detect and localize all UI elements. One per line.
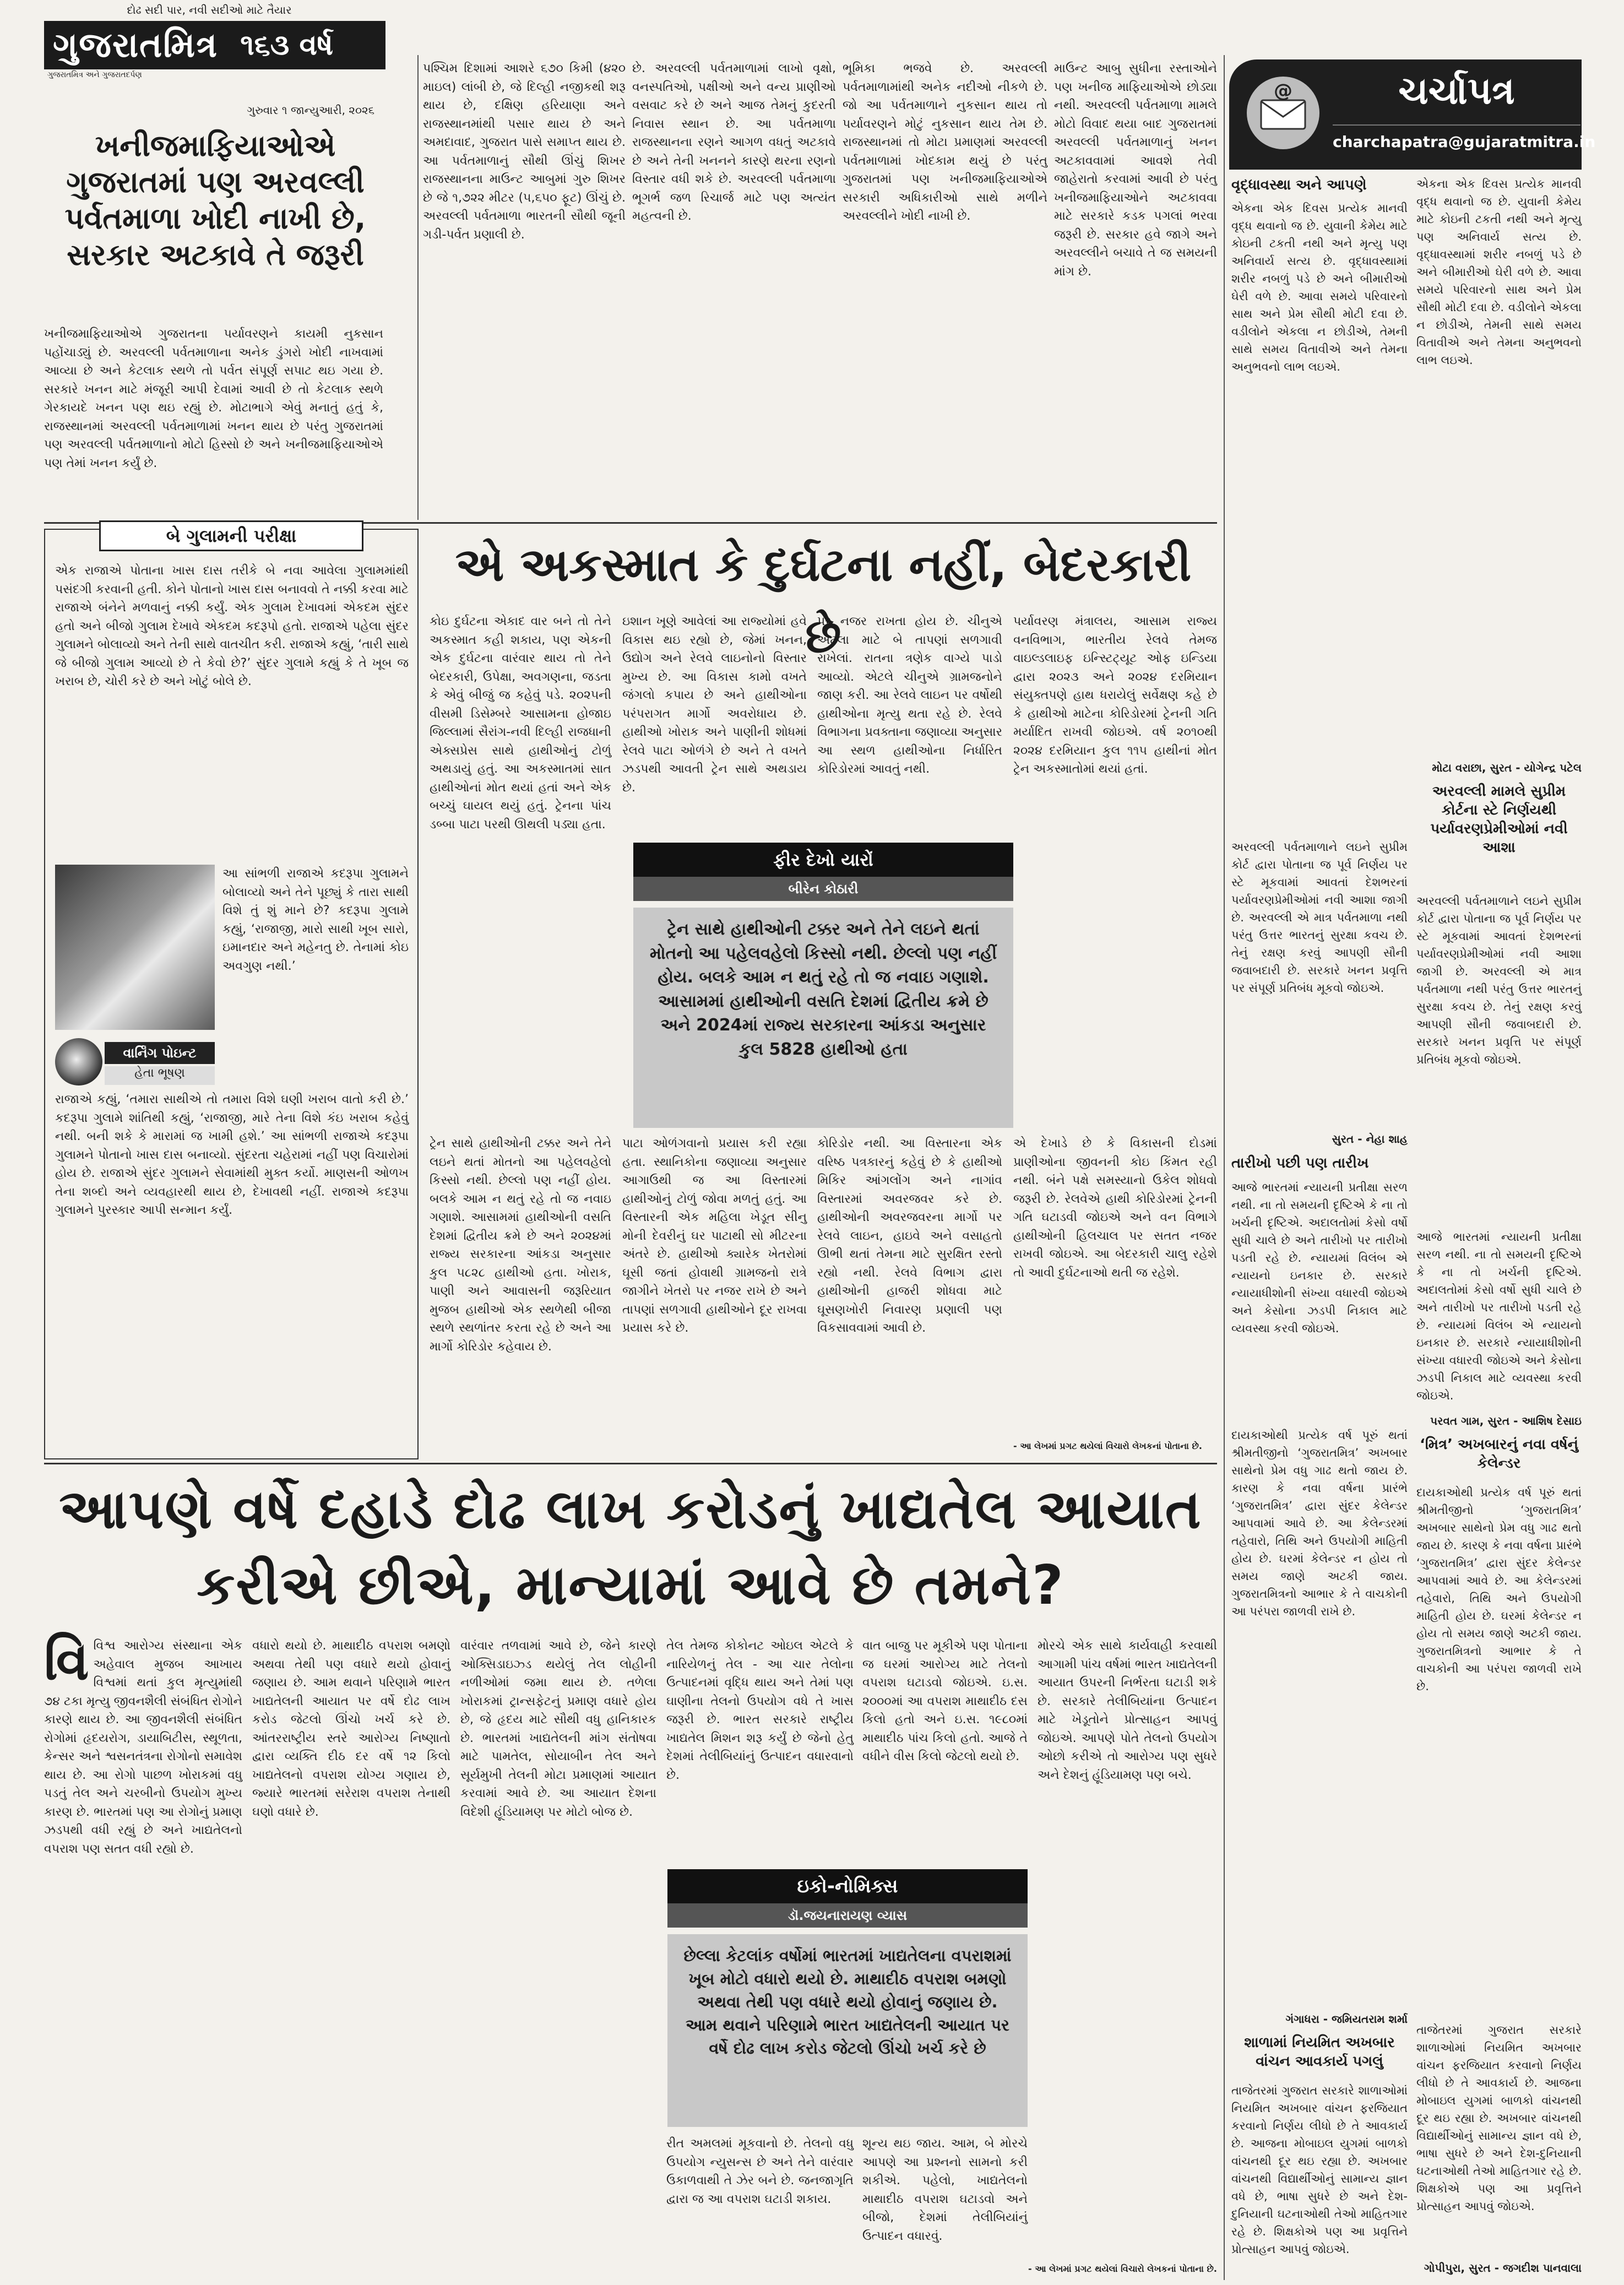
editorial-1-col1: ખનીજમાફિયાઓએ ગુજરાતના પર્યાવરણને કાયમી નુકસાન પહોંચાડ્યું છે. અરવલ્લી પર્વતમાળાના અનેક ડુંગરો ખોદી નાખવામાં આવ્યા છે અને કેટલાક સ્થળે તો પર્વત સંપૂર્ણ સપાટ થઇ ગયા છે. સરકારે ખનન માટે મંજૂરી આપી દેવામાં આવી છે તો કેટલાક સ્થળે ગેરકાયદે ખનન પણ થઇ રહ્યું છે. મોટાભાગે એવું મનાતું હતું કે, રાજસ્થાનમાં અરવલ્લી પર્વતમાળામાં ખનન થાય છે પરંતુ ગુજરાતમાં પણ અરવલ્લી પર્વતમાળાનો મોટો હિસ્સો છે અને ખનીજમાફિયાઓએ પણ તેમાં ખનન કર્યું છે. (44, 327, 383, 470)
letter-body-continued: આજે ભારતમાં ન્યાયની પ્રતીક્ષા સરળ નથી. ના તો સમયની દૃષ્ટિએ કે ના તો ખર્ચની દૃષ્ટિએ. અદાલતોમાં કેસો વર્ષો સુધી ચાલે છે અને તારીખો પર તારીખો પડતી રહે છે. ન્યાયમાં વિલંબ એ ન્યાયનો ઇનકાર છે. સરકારે ન્યાયાધીશોની સંખ્યા વધારવી જોઇએ અને કેસોના ઝડપી નિકાલ માટે વ્યવસ્થા કરવી જોઇએ. (1416, 1230, 1582, 1402)
svg-text:@: @ (1274, 80, 1292, 102)
issue-date: ગુરુવાર ૧ જાન્યુઆરી, ૨૦૨૬ (247, 104, 374, 117)
story-title: બે ગુલામની પરીક્ષા (99, 520, 363, 551)
masthead (44, 21, 385, 69)
editorial-3-col4: તેલ તેમજ કોકોનટ ઓઇલ એટલે કે નારિયેળનું તેલ - આ ચાર તેલોના ઉત્પાદનમાં વૃદ્ધિ થાય અને તેમાં પણ ઘાણીના તેલનો ઉપયોગ વધે તે ખાસ જરૂરી છે. ભારત સરકારે રાષ્ટ્રીય ખાદ્યતેલ મિશન શરૂ કર્યું છે જેનો હેતુ દેશમાં તેલીબિયાંનું ઉત્પાદન વધારવાનો છે. (666, 1639, 854, 1782)
editorial-3-headline: આપણે વર્ષે દહાડે દોઢ લાખ કરોડનું ખાદ્યતેલ આયાત કરીએ છીએ, માન્યામાં આવે છે તમને? (59, 1478, 1202, 1617)
editorial-3-col5b: શૂન્ય થઇ જાય. આમ, બે મોરચે આપણે આ પ્રશ્નનો સામનો કરી શકીએ. પહેલો, ખાદ્યતેલનો માથાદીઠ વપરાશ ઘટાડવો અને બીજો, દેશમાં તેલીબિયાંનું ઉત્પાદન વધારવું. (862, 2137, 1028, 2243)
editorial-1-col5: માઉન્ટ આબુ સુધીના રસ્તાઓને પણ ખનીજ માફિયાઓએ છોડ્યા નથી. અરવલ્લી પર્વતમાળા મામલે મોટો વિવાદ થયા બાદ ગુજરાતમાં અરવલ્લી પર્વતમાળાનું ખનન અટકાવવામાં આવશે તેવી જાહેરાતો કરવામાં આવી છે પરંતુ ખનીજમાફિયાઓને અટકાવવા માટે સરકારે કડક પગલાં ભરવા જરૂરી છે. સરકાર હવે જાગે અને અરવલ્લીને બચાવે તે જ સમયની માંગ છે. (1054, 62, 1217, 279)
letter-signature: પરવત ગામ, સુરત - આશિષ દેસાઇ (1430, 1414, 1582, 1428)
letter-body: દાયકાઓથી પ્રત્યેક વર્ષ પૂરું થતાં શ્રીમતીજીનો ‘ગુજરાતમિત્ર’ અખબાર સાથેનો પ્રેમ વધુ ગાઢ થતો જાય છે. કારણ કે નવા વર્ષના પ્રારંભે ‘ગુજરાતમિત્ર’ દ્વારા સુંદર કેલેન્ડર આપવામાં આવે છે. આ કેલેન્ડરમાં તહેવારો, તિથિ અને ઉપયોગી માહિતી હોય છે. ઘરમાં કેલેન્ડર ન હોય તો સમય જાણે અટકી જાય. ગુજરાતમિત્રનો આભાર કે તે વાચકોની આ પરંપરા જાળવી રાખે છે. (1231, 1429, 1408, 1618)
section-divider (44, 1463, 1217, 1464)
letter-body-continued: એકના એક દિવસ પ્રત્યેક માનવી વૃદ્ધ થવાનો જ છે. યુવાની કેમેય માટે કોઇની ટકતી નથી અને મૃત્યુ પણ અનિવાર્ય સત્ય છે. વૃદ્ધાવસ્થામાં શરીર નબળું પડે છે અને બીમારીઓ ઘેરી વળે છે. આવા સમયે પરિવારનો સાથ અને પ્રેમ સૌથી મોટી દવા છે. વડીલોને એકલા ન છોડીએ, તેમની સાથે સમય વિતાવીએ અને તેમના અનુભવનો લાભ લઇએ. (1416, 177, 1582, 367)
letter-body: તાજેતરમાં ગુજરાત સરકારે શાળાઓમાં નિયમિત અખબાર વાંચન ફરજિયાત કરવાનો નિર્ણય લીધો છે તે આવકાર્ય છે. આજના મોબાઇલ યુગમાં બાળકો વાંચનથી દૂર થઇ રહ્યા છે. અખબાર વાંચનથી વિદ્યાર્થીઓનું સામાન્ય જ્ઞાન વધે છે, ભાષા સુધરે છે અને દેશ-દુનિયાની ઘટનાઓથી તેઓ માહિતગાર રહે છે. શિક્ષકોએ પણ આ પ્રવૃત્તિને પ્રોત્સાહન આપવું જોઇએ. (1231, 2084, 1408, 2256)
story-text-3: રાજાએ કહ્યું, ‘તમારા સાથીએ તો તમારા વિશે ઘણી ખરાબ વાતો કરી છે.’ કદરૂપા ગુલામે શાંતિથી કહ્યું, ‘રાજાજી, મારે તેના વિશે કંઇ ખરાબ કહેવું નથી. બની શકે કે મારામાં જ ખામી હશે.’ આ સાંભળી રાજાએ કદરૂપા ગુલામને પોતાનો ખાસ દાસ બનાવ્યો. સુંદરતા ચહેરામાં નહીં પણ વિચારોમાં હોય છે. રાજાએ સુંદર ગુલામને સેવામાંથી મુક્ત કર્યો. માણસની ઓળખ તેના શબ્દો અને વ્યવહારથી થાય છે, દેખાવથી નહીં. રાજાએ કદરૂપા ગુલામને પુરસ્કાર આપી સન્માન કર્યું. (55, 1093, 409, 1217)
masthead-strip: દોઢ સદી પાર, નવી સદીઓ માટે તૈયાર (127, 3, 292, 17)
letter-title: ‘મિત્ર’ અખબારનું નવા વર્ષનું કેલેન્ડર (1419, 1436, 1579, 1472)
editorial-1-col3: છે. અરવલ્લી પર્વતમાળામાં લાખો વૃક્ષો, વનસ્પતિઓ, પક્ષીઓ અને વન્ય પ્રાણીઓ વસવાટ કરે છે અને આજ તેમનું કુદરતી નિવાસ સ્થાન છે. આ પર્વતમાળા રાજસ્થાનના રણને આગળ વધતું અટકાવે છે અને તેની ખનનને કારણે થરના રણનો વિસ્તાર વધી શકે છે. અરવલ્લી પર્વતમાળા ભૂગર્ભ જળ રિચાર્જ માટે પણ અત્યંત મહત્વની છે. (632, 62, 836, 223)
editorial-2-headline: એ અકસ્માત કે દુર્ઘટના નહીં, બેદરકારી છે (455, 538, 1192, 663)
story-text-2: આ સાંભળી રાજાએ કદરૂપા ગુલામને બોલાવ્યો અને તેને પૂછ્યું કે તારા સાથી વિશે તું શું માને છે? કદરૂપા ગુલામે કહ્યું, ‘રાજાજી, મારો સાથી ખૂબ સારો, ઇમાનદાર અને મહેનતુ છે. તેનામાં કોઇ અવગુણ નથી.’ (222, 867, 409, 973)
masthead-tagline: ગુજરાતમિત્ર અને ગુજરાતદર્પણ (47, 70, 142, 79)
editorial-3-author: ડૉ.જયનારાયણ વ્યાસ (667, 1903, 1028, 1928)
column-label-economics: ઇકો-નોમિક્સ (667, 1869, 1028, 1903)
editorial-3-col1-text: વિશ્વ આરોગ્ય સંસ્થાના એક અહેવાલ મુજબ આખાય વિશ્વમાં થતાં કુલ મૃત્યુમાંથી ૭૪ ટકા મૃત્યુ જીવનશૈલી સંબંધિત રોગોને કારણે થાય છે. આ જીવનશૈલી સંબંધિત રોગોમાં હૃદયરોગ, ડાયાબિટીસ, સ્થૂળતા, કેન્સર અને શ્વસનતંત્રના રોગોનો સમાવેશ થાય છે. આ રોગો પાછળ ખોરાકમાં વધુ પડતું તેલ અને ચરબીનો ઉપયોગ મુખ્ય કારણ છે. ભારતમાં પણ આ રોગોનું પ્રમાણ ઝડપથી વધી રહ્યું છે અને ખાદ્યતેલનો વપરાશ પણ સતત વધી રહ્યો છે. (44, 1639, 242, 1856)
letters-email-link[interactable]: charchapatra@gujaratmitra.in (1333, 124, 1580, 158)
editorial-1-col4: ભૂમિકા ભજવે છે. અરવલ્લી પર્વતમાળામાંથી અનેક નદીઓ નીકળે છે. જો આ પર્વતમાળાને નુકસાન થાય તો પર્યાવરણને મોટું નુકસાન થાય તેમ છે. રાજસ્થાનમાં તો મોટા પ્રમાણમાં અરવલ્લી પર્વતમાળામાં ખોદકામ થયું છે પરંતુ ગુજરાતમાં પણ ખનીજમાફિયાઓએ સરકારી અધિકારીઓ સાથે મળીને અરવલ્લીને ખોદી નાખી છે. (843, 62, 1047, 223)
column-rule (417, 55, 419, 520)
editorial-3-col1: વિવિશ્વ આરોગ્ય સંસ્થાના એક અહેવાલ મુજબ આખાય વિશ્વમાં થતાં કુલ મૃત્યુમાંથી ૭૪ ટકા મૃત્યુ જીવનશૈલી સંબંધિત રોગોને કારણે થાય છે. આ જીવનશૈલી સંબંધિત રોગોમાં હૃદયરોગ, ડાયાબિટીસ, સ્થૂળતા, કેન્સર અને શ્વસનતંત્રના રોગોનો સમાવેશ થાય છે. આ રોગો પાછળ ખોરાકમાં વધુ પડતું તેલ અને ચરબીનો ઉપયોગ મુખ્ય કારણ છે. ભારતમાં પણ આ રોગોનું પ્રમાણ ઝડપથી વધી રહ્યું છે અને ખાદ્યતેલનો વપરાશ પણ સતત વધી રહ્યો છે. (44, 1630, 242, 1856)
sidebar-rule (1224, 55, 1225, 2280)
story-illustration (55, 865, 215, 1030)
letter-signature: ગોપીપુરા, સુરત - જગદીશ પાનવાલા (1424, 2261, 1582, 2275)
letter-signature: મોટા વરાછા, સુરત - યોગેન્દ્ર પટેલ (1432, 761, 1582, 774)
letter-title: શાળામાં નિયમિત અખબાર વાંચન આવકાર્ય પગલું (1244, 2034, 1395, 2070)
editorial-2-col3: પર નજર રાખતા હોય છે. ચીનુએ એટલા માટે બે તાપણાં સળગાવી રાખેલાં. રાતના ત્રણેક વાગ્યે પાડો આવ્યો. એટલે ચીનુએ ગ્રામજનોને જાણ કરી. આ રેલવે લાઇન પર વર્ષોથી હાથીઓના મૃત્યુ થતા રહે છે. રેલવે વિભાગના પ્રવક્તાના જણાવ્યા અનુસાર આ સ્થળ હાથીઓના નિર્ધારિત કોરિડોરમાં આવતું નથી. (817, 615, 1002, 776)
letter-title: અરવલ્લી મામલે સુપ્રીમ કોર્ટના સ્ટે નિર્ણયથી પર્યાવરણપ્રેમીઓમાં નવી આશા (1430, 783, 1568, 856)
editorial-3-col6: મોરચે એક સાથે કાર્યવાહી કરવાથી આગામી પાંચ વર્ષમાં ભારત ખાદ્યતેલની આયાત ઉપરની નિર્ભરતા ઘટાડી શકે છે. સરકારે તેલીબિયાંના ઉત્પાદન માટે ખેડૂતોને પ્રોત્સાહન આપવું જોઇએ. આપણે પોતે તેલનો ઉપયોગ ઓછો કરીએ તો આરોગ્ય પણ સુધરે અને દેશનું હૂંડિયામણ પણ બચે. (1038, 1639, 1217, 1782)
column-label: વાર્નિંગ પોઇન્ટ (105, 1042, 215, 1064)
letter-signature: ગંગાધરા - જમિયતરામ શર્મા (1285, 2012, 1408, 2026)
editorial-2-col2: ઇશાન ખૂણે આવેલાં આ રાજ્યોમાં હવે વિકાસ થઇ રહ્યો છે, જેમાં ખનન, ઉદ્યોગ અને રેલવે લાઇનોનો વિસ્તાર મુખ્ય છે. આ વિકાસ કામો વખતે જંગલો કપાય છે અને હાથીઓના પરંપરાગત માર્ગો અવરોધાય છે. હાથીઓ ખોરાક અને પાણીની શોધમાં રેલવે પાટા ઓળંગે છે અને તે વખતે ઝડપથી આવતી ટ્રેન સાથે અથડાય છે. (622, 615, 807, 795)
letter-body: આજે ભારતમાં ન્યાયની પ્રતીક્ષા સરળ નથી. ના તો સમયની દૃષ્ટિએ કે ના તો ખર્ચની દૃષ્ટિએ. અદાલતોમાં કેસો વર્ષો સુધી ચાલે છે અને તારીખો પર તારીખો પડતી રહે છે. ન્યાયમાં વિલંબ એ ન્યાયનો ઇનકાર છે. સરકારે ન્યાયાધીશોની સંખ્યા વધારવી જોઇએ અને કેસોના ઝડપી નિકાલ માટે વ્યવસ્થા કરવી જોઇએ. (1231, 1181, 1408, 1335)
story-author: હેતા ભૂષણ (105, 1066, 215, 1085)
editorial-2-col4b: એ દેખાડે છે કે વિકાસની દોડમાં પ્રાણીઓના જીવનની કોઇ કિંમત રહી નથી. બંને પક્ષે સમસ્યાનો ઉકેલ શોધવો જરૂરી છે. રેલવેએ હાથી કોરિડોરમાં ટ્રેનની ગતિ ઘટાડવી જોઇએ અને વન વિભાગે હાથીઓની હિલચાલ પર સતત નજર રાખવી જોઇએ. આ બેદરકારી ચાલુ રહેશે તો આવી દુર્ઘટનાઓ થતી જ રહેશે. (1013, 1137, 1217, 1280)
editorial-2-author: બીરેન કોઠારી (633, 877, 1013, 901)
letter-body-continued: દાયકાઓથી પ્રત્યેક વર્ષ પૂરું થતાં શ્રીમતીજીનો ‘ગુજરાતમિત્ર’ અખબાર સાથેનો પ્રેમ વધુ ગાઢ થતો જાય છે. કારણ કે નવા વર્ષના પ્રારંભે ‘ગુજરાતમિત્ર’ દ્વારા સુંદર કેલેન્ડર આપવામાં આવે છે. આ કેલેન્ડરમાં તહેવારો, તિથિ અને ઉપયોગી માહિતી હોય છે. ઘરમાં કેલેન્ડર ન હોય તો સમય જાણે અટકી જાય. ગુજરાતમિત્રનો આભાર કે તે વાચકોની આ પરંપરા જાળવી રાખે છે. (1416, 1486, 1582, 1693)
editorial-3-col2: વધારો થયો છે. માથાદીઠ વપરાશ બમણો અથવા તેથી પણ વધારે થયો હોવાનું જણાય છે. આમ થવાને પરિણામે ભારત ખાદ્યતેલની આયાત પર વર્ષે દોઢ લાખ કરોડ જેટલો ઊંચો ખર્ચ કરે છે. આંતરરાષ્ટ્રીય સ્તરે આરોગ્ય નિષ્ણાતો દ્વારા વ્યક્તિ દીઠ દર વર્ષે ૧૨ કિલો ખાદ્યતેલનો વપરાશ યોગ્ય ગણાય છે, જ્યારે ભારતમાં સરેરાશ વપરાશ તેનાથી ઘણો વધારે છે. (252, 1639, 450, 1819)
editorial-3-col5: વાત બાજુ પર મૂકીએ પણ પોતાના જ ઘરમાં આરોગ્ય માટે તેલનો વપરાશ ઘટાડવો જોઇએ. ઇ.સ. ૨૦૦૦માં આ વપરાશ માથાદીઠ દસ કિલો હતો અને ઇ.સ. ૧૯૮૦માં માથાદીઠ પાંચ કિલો હતો. આજે તે વધીને વીસ કિલો જેટલો થયો છે. (862, 1639, 1028, 1763)
editorial-3-pullquote: છેલ્લા કેટલાંક વર્ષોમાં ભારતમાં ખાદ્યતેલના વપરાશમાં ખૂબ મોટો વધારો થયો છે. માથાદીઠ વપરાશ બમણો અથવા તેથી પણ વધારે થયો હોવાનું જણાય છે. આમ થવાને પરિણામે ભારત ખાદ્યતેલની આયાત પર વર્ષે દોઢ લાખ કરોડ જેટલો ઊંચો ખર્ચ કરે છે (667, 1934, 1028, 2127)
letter-title: વૃદ્ધાવસ્થા અને આપણે (1231, 177, 1367, 193)
editorial-1-col2: પશ્ચિમ દિશામાં આશરે ૬૭૦ કિમી (૪૨૦ માઇલ) લાંબી છે, જે દિલ્હી નજીકથી શરૂ થાય છે, દક્ષિણ હરિયાણા અને રાજસ્થાનમાંથી પસાર થાય છે અને અમદાવાદ, ગુજરાત પાસે સમાપ્ત થાય છે. આ પર્વતમાળાનું સૌથી ઊંચું શિખર રાજસ્થાનના માઉન્ટ આબુમાં ગુરુ શિખર છે જે ૧,૭૨૨ મીટર (૫,૬૫૦ ફૂટ) ઊંચું છે. અરવલ્લી પર્વતમાળા ભારતની સૌથી જૂની ગડી-પર્વત પ્રણાલી છે. (423, 62, 626, 242)
letter-body-continued: તાજેતરમાં ગુજરાત સરકારે શાળાઓમાં નિયમિત અખબાર વાંચન ફરજિયાત કરવાનો નિર્ણય લીધો છે તે આવકાર્ય છે. આજના મોબાઇલ યુગમાં બાળકો વાંચનથી દૂર થઇ રહ્યા છે. અખબાર વાંચનથી વિદ્યાર્થીઓનું સામાન્ય જ્ઞાન વધે છે, ભાષા સુધરે છે અને દેશ-દુનિયાની ઘટનાઓથી તેઓ માહિતગાર રહે છે. શિક્ષકોએ પણ આ પ્રવૃત્તિને પ્રોત્સાહન આપવું જોઇએ. (1416, 2023, 1582, 2213)
letter-body-continued: અરવલ્લી પર્વતમાળાને લઇને સુપ્રીમ કોર્ટ દ્વારા પોતાના જ પૂર્વ નિર્ણય પર સ્ટે મૂકવામાં આવતાં દેશભરનાં પર્યાવરણપ્રેમીઓમાં નવી આશા જાગી છે. અરવલ્લી એ માત્ર પર્વતમાળા નથી પરંતુ ઉત્તર ભારતનું સુરક્ષા કવચ છે. તેનું રક્ષણ કરવું આપણી સૌની જવાબદારી છે. સરકારે ખનન પ્રવૃત્તિ પર સંપૂર્ણ પ્રતિબંધ મૂકવો જોઇએ. (1416, 894, 1582, 1066)
column-label-feature: ફીર દેખો યારોં (633, 843, 1013, 877)
editorial-2-col3b: કોરિડોર નથી. આ વિસ્તારના એક વરિષ્ઠ પત્રકારનું કહેવું છે કે હાથીઓ મિકિર આંગલોંગ અને નાગાંવ વિસ્તારમાં અવરજવર કરે છે. હાથીઓની અવરજવરના માર્ગો પર રેલવે લાઇન, હાઇવે અને વસાહતો ઊભી થતાં તેમના માટે સુરક્ષિત રસ્તો રહ્યો નથી. રેલવે વિભાગ દ્વારા હાથીઓની હાજરી શોધવા માટે ઘૂસણખોરી નિવારણ પ્રણાલી પણ વિકસાવવામાં આવી છે. (817, 1137, 1002, 1335)
letter-body: એકના એક દિવસ પ્રત્યેક માનવી વૃદ્ધ થવાનો જ છે. યુવાની કેમેય માટે કોઇની ટકતી નથી અને મૃત્યુ પણ અનિવાર્ય સત્ય છે. વૃદ્ધાવસ્થામાં શરીર નબળું પડે છે અને બીમારીઓ ઘેરી વળે છે. આવા સમયે પરિવારનો સાથ અને પ્રેમ સૌથી મોટી દવા છે. વડીલોને એકલા ન છોડીએ, તેમની સાથે સમય વિતાવીએ અને તેમના અનુભવનો લાભ લઇએ. (1231, 202, 1408, 373)
newspaper-logo: ગુજરાતમિત્ર (53, 25, 219, 65)
column-logo-icon (55, 1038, 102, 1085)
editorial-3-col4b: રીત અમલમાં મૂકવાનો છે. તેલનો વધુ ઉપયોગ ન્યુસન્સ છે અને તેને વારંવાર ઉકાળવાથી તે ઝેર બને છે. જનજાગૃતિ દ્વારા જ આ વપરાશ ઘટાડી શકાય. (666, 2137, 854, 2206)
letter-title: તારીખો પછી પણ તારીખ (1231, 1155, 1369, 1171)
letters-title: ચર્ચાપત્ર (1398, 69, 1515, 113)
editorial-1-headline: ખનીજમાફિયાઓએ ગુજરાતમાં પણ અરવલ્લી પર્વતમાળા ખોદી નાખી છે, સરકાર અટકાવે તે જરૂરી (64, 128, 366, 272)
editorial-3-footnote: - આ લેખમાં પ્રગટ થયેલાં વિચારો લેખકનાં પોતાના છે. (1028, 2264, 1217, 2274)
editorial-3-col3: વારંવાર તળવામાં આવે છે, જેને કારણે ઓક્સિડાઇઝ્ડ થયેલું તેલ લોહીની નળીઓમાં જમા થાય છે. તળેલા ખોરાકમાં ટ્રાન્સફેટનું પ્રમાણ વધારે હોય છે, જે હૃદય માટે સૌથી વધુ હાનિકારક છે. ભારતમાં ખાદ્યતેલની માંગ સંતોષવા માટે પામતેલ, સોયાબીન તેલ અને સૂર્યમુખી તેલની મોટા પ્રમાણમાં આયાત કરવામાં આવે છે. આ આયાત દેશના વિદેશી હૂંડિયામણ પર મોટો બોજ છે. (460, 1639, 656, 1819)
editorial-2-col1: કોઇ દુર્ઘટના એકાદ વાર બને તો તેને અકસ્માત કહી શકાય, પણ એકની એક દુર્ઘટના વારંવાર થાય તો તેને બેદરકારી, ઉપેક્ષા, અવગણના, જડતા કે એવું બીજું જ કહેવું પડે. ૨૦૨૫ની વીસમી ડિસેમ્બરે આસામના હોજાઇ જિલ્લામાં સૈરાંગ-નવી દિલ્હી રાજધાની એક્સપ્રેસ સાથે હાથીઓનું ટોળું અથડાયું હતું. આ અકસ્માતમાં સાત હાથીઓનાં મોત થયાં હતાં અને એક બચ્ચું ઘાયલ થયું હતું. ટ્રેનના પાંચ ડબ્બા પાટા પરથી ઊથલી પડ્યા હતા. (430, 615, 611, 832)
editorial-2-col2b: પાટા ઓળંગવાનો પ્રયાસ કરી રહ્યા હતા. સ્થાનિકોના જણાવ્યા અનુસાર આગાઉથી જ આ વિસ્તારમાં હાથીઓનું ટોળું જોવા મળતું હતું. આ વિસ્તારની એક મહિલા ખેડૂત સીનુ મોની દેવરીનું ઘર પાટાથી સો મીટરના અંતરે છે. હાથીઓ ક્યારેક ખેતરોમાં ઘૂસી જતાં હોવાથી ગ્રામજનો રાત્રે જાગીને ખેતરો પર નજર રાખે છે અને તાપણાં સળગાવી હાથીઓને દૂર રાખવા પ્રયાસ કરે છે. (622, 1137, 807, 1335)
editorial-2-col1b: ટ્રેન સાથે હાથીઓની ટક્કર અને તેને લઇને થતાં મોતનો આ પહેલવહેલો કિસ્સો નથી. છેલ્લો પણ નહીં હોય. બલકે આમ ન થતું રહે તો જ નવાઇ ગણાશે. આસામમાં હાથીઓની વસતિ દેશમાં દ્વિતીય ક્રમે છે અને ૨૦૨૪માં રાજ્ય સરકારના આંકડા અનુસાર કુલ ૫૮૨૮ હાથીઓ હતા. ખોરાક, પાણી અને આવાસની જરૂરિયાત મુજબ હાથીઓ એક સ્થળેથી બીજા સ્થળે સ્થળાંતર કરતા રહે છે અને આ માર્ગો કોરિડોર કહેવાય છે. (430, 1137, 611, 1354)
mail-icon (1239, 72, 1327, 154)
letter-body: અરવલ્લી પર્વતમાળાને લઇને સુપ્રીમ કોર્ટ દ્વારા પોતાના જ પૂર્વ નિર્ણય પર સ્ટે મૂકવામાં આવતાં દેશભરનાં પર્યાવરણપ્રેમીઓમાં નવી આશા જાગી છે. અરવલ્લી એ માત્ર પર્વતમાળા નથી પરંતુ ઉત્તર ભારતનું સુરક્ષા કવચ છે. તેનું રક્ષણ કરવું આપણી સૌની જવાબદારી છે. સરકારે ખનન પ્રવૃત્તિ પર સંપૂર્ણ પ્રતિબંધ મૂકવો જોઇએ. (1231, 840, 1408, 995)
editorial-2-col4: પર્યાવરણ મંત્રાલય, આસામ રાજ્ય વનવિભાગ, ભારતીય રેલવે તેમજ વાઇલ્ડલાઇફ ઇન્સ્ટિટ્યૂટ ઓફ ઇન્ડિયા દ્વારા ૨૦૨૩ અને ૨૦૨૪ દરમિયાન સંયુક્તપણે હાથ ધરાયેલું સર્વેક્ષણ કહે છે કે હાથીઓ માટેના કોરિડોરમાં ટ્રેનની ગતિ મર્યાદિત રાખવી જોઇએ. વર્ષ ૨૦૧૦થી ૨૦૨૪ દરમિયાન કુલ ૧૧૫ હાથીનાં મોત ટ્રેન અકસ્માતોમાં થયાં હતાં. (1013, 615, 1217, 776)
story-text-1: એક રાજાએ પોતાના ખાસ દાસ તરીકે બે નવા આવેલા ગુલામમાંથી પસંદગી કરવાની હતી. કોને પોતાનો ખાસ દાસ બનાવવો તે નક્કી કરવા માટે રાજાએ બંનેને મળવાનું નક્કી કર્યું. એક ગુલામ દેખાવમાં એકદમ સુંદર હતો અને બીજો ગુલામ દેખાવે એકદમ કદરૂપો હતો. રાજાએ પહેલા સુંદર ગુલામને બોલાવ્યો અને તેની સાથે વાતચીત કરી. રાજાએ કહ્યું, ‘તારી સાથે જે બીજો ગુલામ આવ્યો છે તે કેવો છે?’ સુંદર ગુલામે કહ્યું કે તે ખૂબ જ ખરાબ છે, ચોરી કરે છે અને ખોટું બોલે છે. (55, 564, 409, 688)
editorial-2-pullquote: ટ્રેન સાથે હાથીઓની ટક્કર અને તેને લઇને થતાં મોતનો આ પહેલવહેલો કિસ્સો નથી. છેલ્લો પણ નહીં હોય. બલકે આમ ન થતું રહે તો જ નવાઇ ગણાશે. આસામમાં હાથીઓની વસતિ દેશમાં દ્વિતીય ક્રમે છે અને 2024માં રાજ્ય સરકારના આંકડા અનુસાર કુલ 5828 હાથીઓ હતા (633, 908, 1013, 1128)
letter-signature: સુરત - નેહા શાહ (1332, 1132, 1408, 1146)
anniversary-years: ૧૬૩ વર્ષ (240, 28, 333, 62)
editorial-2-footnote: - આ લેખમાં પ્રગટ થયેલાં વિચારો લેખકનાં પોતાના છે. (1013, 1441, 1202, 1451)
